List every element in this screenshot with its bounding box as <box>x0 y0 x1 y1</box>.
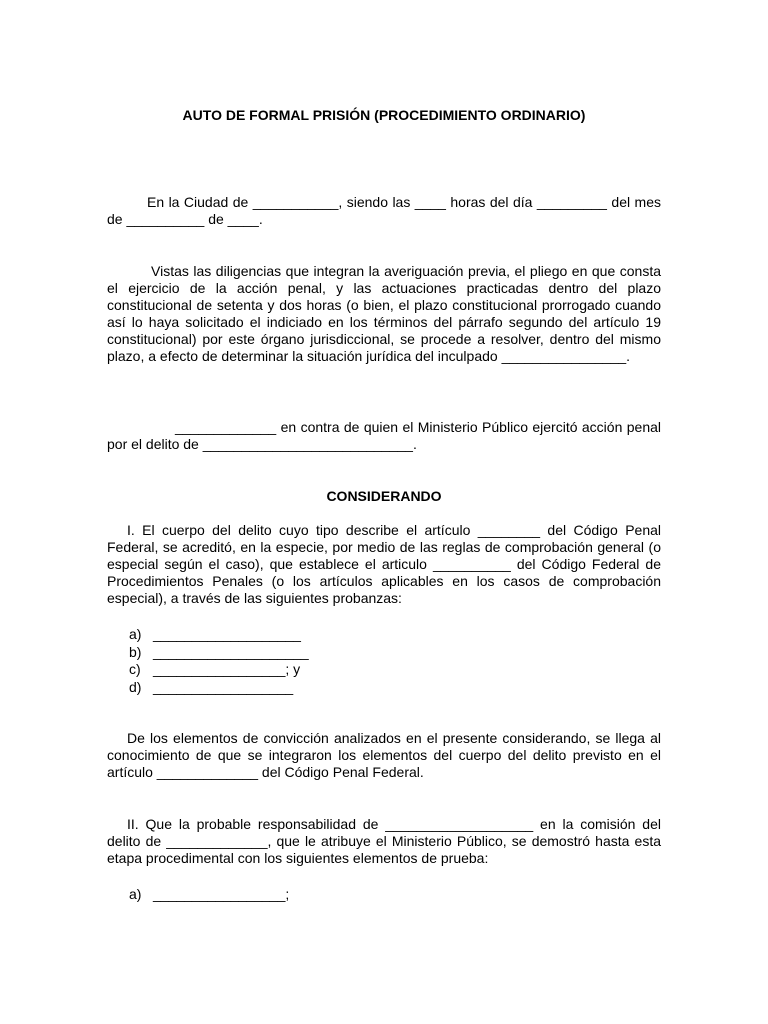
list-item-letter: a) <box>129 886 142 902</box>
paragraph-vistas: Vistas las diligencias que integran la averiguación previa, el pliego en que consta el ejercicio de la acción penal, y las actuaciones practicadas dentro del plazo constitucional de setenta y dos horas (o bien, el plazo constitucional prorrogado cuando así lo haya solicitado el indiciado en los términos del párrafo segundo del artículo 19 constitucional) por este órgano jurisdiccional, se procede a resolver, dentro del mismo plazo, a efecto de determinar la situación jurídica del inculpado ________________. <box>107 263 661 364</box>
list-item-text: __________________ <box>153 678 294 695</box>
document-title: AUTO DE FORMAL PRISIÓN (PROCEDIMIENTO ORDINARIO) <box>182 107 586 123</box>
paragraph-elementos: De los elementos de convicción analizados en el presente considerando, se llega al conocimiento de que se integraron los elementos del cuerpo del delito previsto en el artículo _____________ del Código Penal Federal. <box>107 730 661 780</box>
list-item-text: _________________; y <box>153 661 301 677</box>
paragraph-contra: _____________ en contra de quien el Ministerio Público ejercitó acción penal por el delito de ___________________________. <box>107 419 661 452</box>
list-item-letter: c) <box>129 661 141 677</box>
paragraph-intro: En la Ciudad de ___________, siendo las ____ horas del día _________ del mes de __________ de ____. <box>107 194 661 227</box>
list-item <box>129 886 289 904</box>
evidence-list-2 <box>129 886 289 904</box>
list-item <box>129 644 309 662</box>
list-item-letter: a) <box>129 626 142 642</box>
evidence-list-1 <box>129 626 309 696</box>
list-item-letter: b) <box>129 643 142 660</box>
list-item <box>129 661 309 679</box>
list-item <box>129 679 309 697</box>
paragraph-cuerpo-delito: I. El cuerpo del delito cuyo tipo describe el artículo ________ del Código Penal Federal, se acreditó, en la especie, por medio de las reglas de comprobación general (o especial según el caso), que establece el articulo __________ del Código Federal de Procedimientos Penales (o los artículos aplicables en los casos de comprobación especial), a través de las siguientes probanzas: <box>107 522 661 606</box>
list-item-text: _________________; <box>153 886 290 902</box>
paragraph-responsabilidad: II. Que la probable responsabilidad de ___________________ en la comisión del delito de _____________, que le atribuye el Ministerio Público, se demostró hasta esta etapa procedimental con los siguientes elementos de prueba: <box>107 816 661 866</box>
list-item-text: ___________________ <box>153 626 301 642</box>
section-title-considerando: CONSIDERANDO <box>326 488 442 504</box>
list-item <box>129 626 309 644</box>
list-item-letter: d) <box>129 678 142 695</box>
list-item-text: ____________________ <box>153 643 309 660</box>
